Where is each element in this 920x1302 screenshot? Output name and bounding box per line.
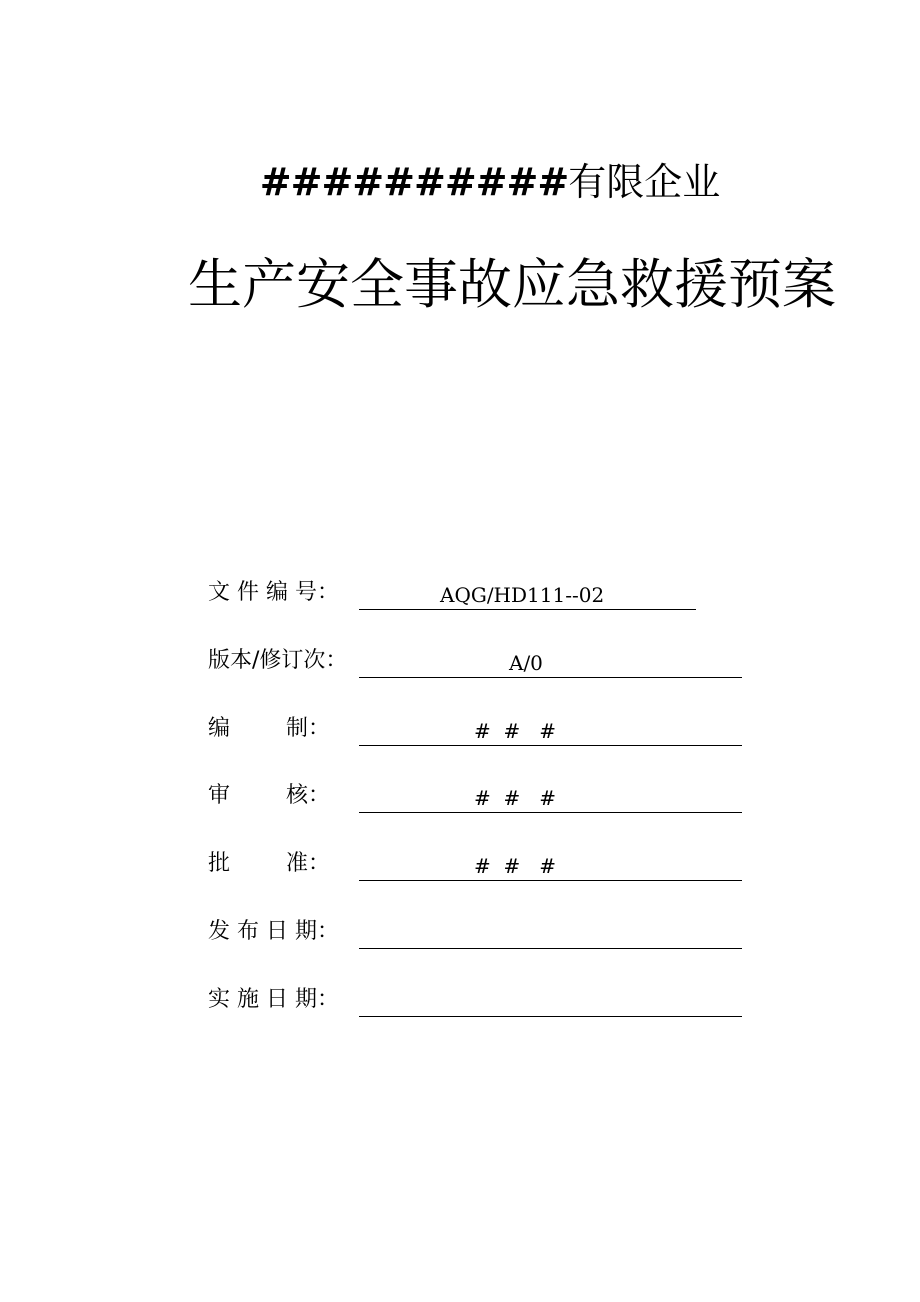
underline — [359, 677, 742, 678]
field-label: 发 布 日 期： — [208, 919, 339, 944]
field-effective-date — [208, 985, 748, 1017]
field-reviewed-by — [208, 781, 748, 813]
field-approved-by — [208, 849, 748, 881]
underline — [359, 1016, 742, 1017]
document-title: 生产安全事故应急救援预案 — [188, 253, 836, 316]
field-label: 批 准： — [208, 851, 330, 876]
field-label: 审 核： — [208, 783, 330, 808]
field-label: 实 施 日 期： — [208, 987, 339, 1012]
underline — [359, 745, 742, 746]
field-value: # # # — [474, 719, 557, 743]
field-label: 文 件 编 号： — [208, 580, 339, 605]
underline — [359, 609, 696, 610]
underline — [359, 812, 742, 813]
field-value: AQG/HD111--02 — [440, 583, 605, 607]
field-value: A/0 — [509, 651, 543, 675]
field-document-number — [208, 578, 748, 610]
field-label: 编 制： — [208, 716, 330, 741]
field-prepared-by — [208, 714, 748, 746]
underline — [359, 880, 742, 881]
company-name-suffix: 有限企业 — [568, 160, 721, 204]
field-release-date — [208, 917, 748, 949]
field-version-revision — [208, 646, 748, 678]
underline — [359, 948, 742, 949]
company-name-placeholder: ########## — [259, 160, 569, 204]
field-value: # # # — [474, 786, 557, 810]
field-label: 版本/修订次： — [208, 648, 348, 673]
company-name — [0, 158, 920, 206]
field-value: # # # — [474, 854, 557, 878]
